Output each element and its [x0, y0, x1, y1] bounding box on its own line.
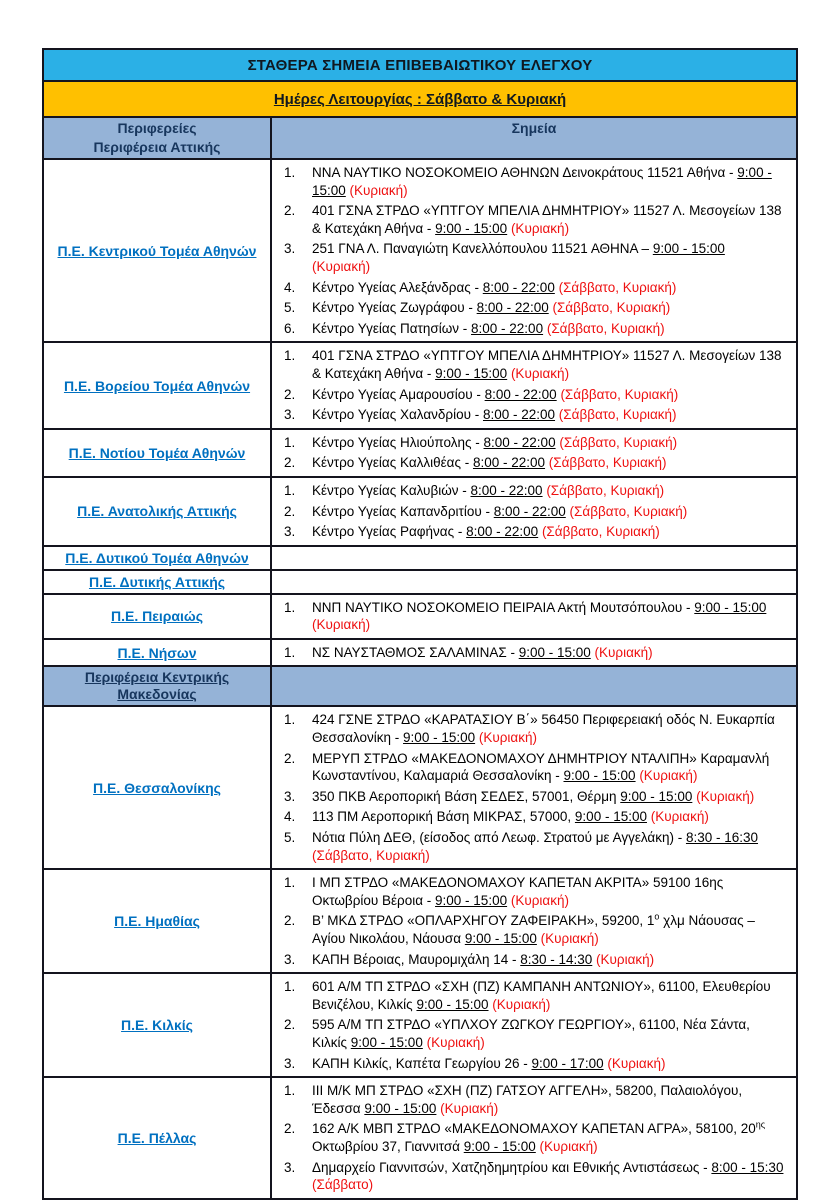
- region-label: Π.Ε. Βορείου Τομέα Αθηνών: [63, 377, 251, 394]
- point-text: 595 Α/Μ ΤΠ ΣΤΡΔΟ «ΥΠΛΧΟΥ ΖΩΓΚΟΥ ΓΕΩΡΓΙΟΥ», 61100, Νέα Σάντα, Κιλκίς: [312, 1017, 750, 1050]
- time-range: 9:00 - 15:00: [364, 1100, 437, 1116]
- time-range: 9:00 - 15:00: [652, 241, 725, 257]
- points-list: [272, 343, 796, 427]
- region-label-cell: [44, 707, 272, 868]
- group-label: Περιφέρεια Κεντρικής Μακεδονίας: [84, 669, 230, 703]
- list-item-number: 1.: [284, 1083, 296, 1099]
- point-text: Κέντρο Υγείας Πατησίων -: [312, 320, 472, 336]
- operating-day: (Σάββατο, Κυριακή): [543, 320, 665, 336]
- operating-day: (Κυριακή): [488, 996, 551, 1012]
- point-text: Νότια Πύλη ΔΕΘ, (είσοδος από Λεωφ. Στρατού με Αγγελάκη) -: [312, 830, 686, 846]
- operating-day: (Κυριακή): [590, 644, 653, 660]
- list-item-number: 1.: [284, 644, 296, 660]
- list-item: [272, 1159, 788, 1194]
- point-text: Κέντρο Υγείας Ζωγράφου -: [312, 300, 477, 316]
- point-text: ΜΕΡΥΠ ΣΤΡΔΟ «ΜΑΚΕΔΟΝΟΜΑΧΟΥ ΔΗΜΗΤΡΙΟΥ ΝΤΑΛΙΠΗ» Καραμανλή Κωνσταντίνου, Καλαμαριά Θεσσαλονίκη -: [312, 750, 770, 784]
- region-label-cell: [44, 1078, 272, 1198]
- group-label-cell: [44, 667, 272, 705]
- time-range: 9:00 - 17:00: [531, 1055, 604, 1071]
- time-range: 8:00 - 22:00: [483, 434, 556, 450]
- points-cell: [272, 343, 796, 427]
- operating-day: (Κυριακή): [646, 809, 709, 825]
- points-list: [272, 430, 796, 476]
- list-item-text: [312, 454, 788, 472]
- operating-day: (Σάββατο, Κυριακή): [542, 482, 665, 498]
- group-label-cell: [44, 137, 272, 158]
- list-item-text: [312, 406, 788, 424]
- list-item-number: 2.: [284, 1017, 296, 1033]
- group-row: [44, 137, 796, 158]
- operating-day: (Κυριακή): [507, 220, 570, 236]
- time-range: 8:00 - 22:00: [484, 386, 557, 402]
- region-row: [44, 158, 796, 341]
- time-range: 8:00 - 22:00: [471, 320, 544, 336]
- list-item-number: 3.: [284, 407, 296, 423]
- time-range: 9:00 - 15:00: [435, 892, 508, 908]
- point-text: 113 ΠΜ Αεροπορική Βάση ΜΙΚΡΑΣ, 57000,: [312, 809, 575, 825]
- list-item-text: [312, 503, 788, 521]
- list-item-number: 1.: [284, 875, 296, 891]
- points-cell: [272, 595, 796, 638]
- time-range: 8:00 - 22:00: [476, 300, 549, 316]
- time-range: 9:00 - 15:00: [435, 365, 508, 381]
- point-text: Οκτωβρίου 37, Γιαννιτσά: [312, 1138, 464, 1154]
- point-text: Κέντρο Υγείας Καλυβιών -: [312, 482, 471, 498]
- list-item-number: 1.: [284, 482, 296, 498]
- points-cell: [272, 137, 796, 158]
- list-item-number: 1.: [284, 599, 296, 615]
- list-item-number: 5.: [284, 300, 296, 316]
- point-text: 401 ΓΣΝΑ ΣΤΡΔΟ «ΥΠΤΓΟΥ ΜΠΕΛΙΑ ΔΗΜΗΤΡΙΟΥ» 11527 Λ. Μεσογείων 138 & Κατεχάκη Αθήνα -: [312, 348, 782, 381]
- time-range: 9:00 - 15:00: [574, 809, 647, 825]
- list-item-number: 4.: [284, 809, 296, 825]
- list-item: [272, 978, 788, 1013]
- region-label-cell: [44, 870, 272, 972]
- list-item-text: [312, 347, 788, 382]
- list-item-text: [312, 711, 788, 746]
- points-cell: [272, 870, 796, 972]
- points-cell: [272, 640, 796, 666]
- point-text: ΝΣ ΝΑΥΣΤΑΘΜΟΣ ΣΑΛΑΜΙΝΑΣ -: [312, 644, 519, 660]
- list-item: [272, 454, 788, 472]
- point-text: Κέντρο Υγείας Χαλανδρίου -: [312, 407, 483, 423]
- region-label-cell: [44, 343, 272, 427]
- time-range: 8:00 - 22:00: [472, 455, 546, 471]
- list-item-text: [312, 1016, 788, 1051]
- point-text: Κέντρο Υγείας Καλλιθέας -: [312, 455, 473, 471]
- page-title: ΣΤΑΘΕΡΑ ΣΗΜΕΙΑ ΕΠΙΒΕΒΑΙΩΤΙΚΟΥ ΕΛΕΓΧΟΥ: [44, 50, 796, 80]
- region-label: Π.Ε. Πέλλας: [117, 1129, 197, 1146]
- list-item: [272, 644, 788, 662]
- list-item: [272, 599, 788, 634]
- time-range: 9:00 - 15:00: [403, 730, 476, 746]
- points-cell: [272, 430, 796, 476]
- point-text: 350 ΠΚΒ Αεροπορική Βάση ΣΕΔΕΣ, 57001, Θέρμη: [312, 788, 621, 804]
- points-cell: [272, 160, 796, 341]
- list-item: [272, 279, 788, 297]
- region-label-cell: [44, 478, 272, 545]
- list-item: [272, 386, 788, 404]
- time-range: 9:00 - 15:00: [312, 165, 772, 198]
- time-range: 8:00 - 22:00: [482, 279, 555, 295]
- group-row: [44, 665, 796, 705]
- time-range: 9:00 - 15:00: [464, 931, 537, 946]
- list-item: [272, 406, 788, 424]
- points-cell: [272, 547, 796, 569]
- operating-day: (Κυριακή): [312, 258, 371, 274]
- point-text: Κέντρο Υγείας Καπανδριτίου -: [312, 503, 494, 519]
- group-label: Περιφέρεια Αττικής: [93, 139, 221, 155]
- time-range: 8:00 - 22:00: [493, 503, 566, 519]
- points-cell: [272, 478, 796, 545]
- operating-day: (Σάββατο, Κυριακή): [555, 407, 677, 423]
- points-list: [272, 870, 796, 972]
- region-label: Π.Ε. Δυτικής Αττικής: [88, 573, 226, 590]
- point-text: χλμ Νάουσας – Αγίου Νικολάου, Νάουσα: [312, 913, 755, 946]
- region-label: Π.Ε. Ανατολικής Αττικής: [77, 503, 237, 520]
- list-item: [272, 1016, 788, 1051]
- operating-day: (Σάββατο, Κυριακή): [565, 503, 688, 519]
- list-item: [272, 829, 788, 864]
- operating-day: (Σάββατο, Κυριακή): [312, 847, 430, 863]
- list-item: [272, 912, 788, 947]
- operating-day: (Κυριακή): [536, 931, 599, 946]
- operating-day: (Κυριακή): [345, 182, 408, 198]
- list-item-number: 1.: [284, 165, 296, 180]
- operating-day: (Κυριακή): [592, 951, 655, 967]
- time-range: 8:00 - 22:00: [482, 407, 556, 423]
- points-list: [272, 160, 796, 341]
- list-item-text: [312, 523, 788, 541]
- operating-day: (Σάββατο, Κυριακή): [556, 386, 679, 402]
- list-item: [272, 523, 788, 541]
- list-item-number: 3.: [284, 241, 296, 257]
- list-item: [272, 299, 788, 317]
- region-label-cell: [44, 547, 272, 569]
- operating-day: (Κυριακή): [436, 1100, 499, 1116]
- list-item: [272, 808, 788, 826]
- list-item: [272, 874, 788, 909]
- list-item-text: [312, 1120, 788, 1155]
- points-column-header: Σημεία: [511, 119, 557, 136]
- list-item-text: [312, 279, 788, 297]
- operating-day: (Σάββατο, Κυριακή): [545, 455, 667, 471]
- list-item-text: [312, 808, 788, 826]
- list-item: [272, 788, 788, 806]
- operating-days-row: [44, 80, 796, 116]
- list-item-number: 3.: [284, 1159, 296, 1175]
- operating-day: (Κυριακή): [312, 617, 371, 633]
- time-range: 9:00 - 15:00: [435, 220, 508, 236]
- region-label: Π.Ε. Θεσσαλονίκης: [93, 779, 221, 796]
- region-label: Π.Ε. Δυτικού Τομέα Αθηνών: [65, 549, 249, 566]
- list-item: [272, 1055, 788, 1073]
- operating-day: (Κυριακή): [692, 788, 755, 804]
- region-row: [44, 868, 796, 972]
- operating-day: (Σάββατο, Κυριακή): [548, 300, 671, 316]
- list-item: [272, 347, 788, 382]
- list-item-text: [312, 482, 788, 500]
- list-item-text: [312, 951, 788, 969]
- operating-day: (Κυριακή): [507, 892, 569, 908]
- list-item: [272, 164, 788, 199]
- operating-day: (Κυριακή): [507, 365, 570, 381]
- list-item-number: 3.: [284, 951, 296, 967]
- list-item-number: 3.: [284, 1055, 296, 1071]
- list-item-text: [312, 788, 788, 806]
- operating-day: (Σάββατο, Κυριακή): [555, 434, 678, 450]
- list-item-number: 3.: [284, 524, 296, 540]
- title-row: [44, 50, 796, 80]
- list-item-number: 1.: [284, 979, 296, 995]
- time-range: 8:00 - 22:00: [466, 524, 539, 540]
- point-text: 424 ΓΣΝΕ ΣΤΡΔΟ «ΚΑΡΑΤΑΣΙΟΥ Β΄» 56450 Περιφερειακή οδός Ν. Ευκαρπία Θεσσαλονίκη -: [312, 712, 775, 746]
- list-item-number: 2.: [284, 203, 296, 219]
- operating-day: (Σάββατο, Κυριακή): [554, 279, 677, 295]
- list-item: [272, 482, 788, 500]
- list-item-number: 1.: [284, 348, 296, 364]
- list-item-number: 5.: [284, 830, 296, 846]
- list-item-number: 2.: [284, 913, 296, 929]
- list-item: [272, 202, 788, 237]
- list-item-text: [312, 202, 788, 237]
- points-list: [272, 595, 796, 638]
- point-text: 251 ΓΝΑ Λ. Παναγιώτη Κανελλόπουλου 11521 ΑΘΗΝΑ –: [312, 241, 653, 257]
- list-item-text: [312, 599, 788, 634]
- list-item-number: 2.: [284, 750, 296, 766]
- points-cell: [272, 974, 796, 1076]
- list-item-number: 2.: [284, 1121, 296, 1137]
- point-text: Κέντρο Υγείας Αμαρουσίου -: [312, 386, 485, 402]
- region-row: [44, 476, 796, 545]
- column-header-row: [44, 116, 796, 137]
- operating-day: (Κυριακή): [535, 1138, 598, 1154]
- point-text: Β’ ΜΚΔ ΣΤΡΔΟ «ΟΠΛΑΡΧΗΓΟΥ ΖΑΦΕΙΡΑΚΗ», 59200, 1: [312, 913, 655, 929]
- regions-column-header: Περιφερείες: [44, 118, 272, 137]
- time-range: 9:00 - 15:00: [563, 768, 636, 784]
- operating-day: (Κυριακή): [603, 1055, 666, 1071]
- point-text: 401 ΓΣΝΑ ΣΤΡΔΟ «ΥΠΤΓΟΥ ΜΠΕΛΙΑ ΔΗΜΗΤΡΙΟΥ» 11527 Λ. Μεσογείων 138 & Κατεχάκη Αθήνα -: [312, 203, 782, 236]
- points-list: [272, 1078, 796, 1198]
- list-item: [272, 240, 788, 275]
- point-text: Κέντρο Υγείας Αλεξάνδρας -: [312, 279, 483, 295]
- list-item: [272, 434, 788, 452]
- region-label: Π.Ε. Ημαθίας: [114, 913, 200, 930]
- operating-days-label: Ημέρες Λειτουργίας : Σάββατο & Κυριακή: [44, 82, 796, 116]
- region-row: [44, 972, 796, 1076]
- ordinal-suffix: ης: [755, 1119, 766, 1130]
- point-text: 601 Α/Μ ΤΠ ΣΤΡΔΟ «ΣΧΗ (ΠΖ) ΚΑΜΠΑΝΗ ΑΝΤΩΝΙΟΥ», 61100, Ελευθερίου Βενιζέλου, Κιλκίς: [312, 979, 771, 1012]
- points-cell: [272, 667, 796, 705]
- region-label: Π.Ε. Πειραιώς: [110, 608, 204, 625]
- list-item-text: [312, 434, 788, 452]
- point-text: Ι ΜΠ ΣΤΡΔΟ «ΜΑΚΕΔΟΝΟΜΑΧΟΥ ΚΑΠΕΤΑΝ ΑΚΡΙΤΑ» 59100 16ης Οκτωβρίου Βέροια -: [312, 875, 724, 908]
- list-item-text: [312, 644, 788, 662]
- operating-day: (Σάββατο, Κυριακή): [538, 524, 660, 540]
- points-list: [272, 478, 796, 545]
- region-row: [44, 569, 796, 593]
- point-text: ΝΝΑ ΝΑΥΤΙΚΟ ΝΟΣΟΚΟΜΕΙΟ ΑΘΗΝΩΝ Δεινοκράτους 11521 Αθήνα -: [312, 165, 738, 180]
- list-item-text: [312, 912, 788, 947]
- region-label: Π.Ε. Νοτίου Τομέα Αθηνών: [68, 444, 246, 461]
- point-text: Δημαρχείο Γιαννιτσών, Χατζηδημητρίου και Εθνικής Αντιστάσεως -: [312, 1159, 712, 1175]
- list-item: [272, 320, 788, 338]
- region-label: Π.Ε. Νήσων: [117, 644, 197, 661]
- operating-day: (Κυριακή): [422, 1034, 485, 1050]
- region-row: [44, 545, 796, 569]
- region-row: [44, 638, 796, 666]
- table-body: [44, 137, 796, 1198]
- point-text: ΚΑΠΗ Βέροιας, Μαυρομιχάλη 14 -: [312, 951, 521, 967]
- region-label-cell: [44, 571, 272, 593]
- region-label-cell: [44, 974, 272, 1076]
- list-item-text: [312, 1055, 788, 1073]
- points-cell: [272, 1078, 796, 1198]
- list-item: [272, 1082, 788, 1117]
- region-label-cell: [44, 595, 272, 638]
- time-range: 8:30 - 16:30: [685, 830, 759, 846]
- time-range: 9:00 - 15:00: [694, 599, 767, 615]
- time-range: 9:00 - 15:00: [620, 788, 693, 804]
- region-row: [44, 341, 796, 427]
- list-item-number: 2.: [284, 503, 296, 519]
- region-row: [44, 705, 796, 868]
- ordinal-suffix: ο: [654, 911, 660, 922]
- list-item-text: [312, 978, 788, 1013]
- points-list: [272, 974, 796, 1076]
- point-text: ΝΝΠ ΝΑΥΤΙΚΟ ΝΟΣΟΚΟΜΕΙΟ ΠΕΙΡΑΙΑ Ακτή Μουτσόπουλου -: [312, 599, 695, 615]
- points-list: [272, 707, 796, 868]
- point-text: 162 Α/Κ ΜΒΠ ΣΤΡΔΟ «ΜΑΚΕΔΟΝΟΜΑΧΟΥ ΚΑΠΕΤΑΝ ΑΓΡΑ», 58100, 20: [312, 1121, 756, 1137]
- list-item-text: [312, 829, 788, 864]
- list-item-number: 1.: [284, 712, 296, 728]
- point-text: Κέντρο Υγείας Ηλιούπολης -: [312, 434, 484, 450]
- list-item: [272, 1120, 788, 1155]
- region-row: [44, 428, 796, 476]
- time-range: 9:00 - 15:00: [350, 1034, 423, 1050]
- region-label-cell: [44, 640, 272, 666]
- control-points-table: [42, 48, 798, 1200]
- time-range: 8:30 - 14:30: [520, 951, 593, 967]
- list-item-text: [312, 750, 788, 785]
- operating-day: (Κυριακή): [635, 768, 698, 784]
- point-text: ΙΙΙ Μ/Κ ΜΠ ΣΤΡΔΟ «ΣΧΗ (ΠΖ) ΓΑΤΣΟΥ ΑΓΓΕΛΗ», 58200, Παλαιολόγου, Έδεσσα: [312, 1083, 743, 1116]
- point-text: Κέντρο Υγείας Ραφήνας -: [312, 524, 467, 540]
- region-label: Π.Ε. Κεντρικού Τομέα Αθηνών: [57, 242, 257, 259]
- list-item: [272, 711, 788, 746]
- time-range: 9:00 - 15:00: [416, 996, 489, 1012]
- list-item-number: 3.: [284, 788, 296, 804]
- list-item: [272, 951, 788, 969]
- time-range: 8:00 - 15:30: [711, 1159, 784, 1175]
- list-item-number: 4.: [284, 279, 296, 295]
- points-cell: [272, 707, 796, 868]
- list-item-text: [312, 386, 788, 404]
- list-item-text: [312, 164, 788, 199]
- point-text: ΚΑΠΗ Κιλκίς, Καπέτα Γεωργίου 26 -: [312, 1055, 532, 1071]
- list-item-text: [312, 299, 788, 317]
- list-item-text: [312, 240, 788, 275]
- list-item: [272, 503, 788, 521]
- list-item-text: [312, 874, 788, 909]
- operating-day: (Σάββατο): [312, 1177, 374, 1193]
- list-item-number: 2.: [284, 455, 296, 471]
- region-label-cell: [44, 160, 272, 341]
- region-label-cell: [44, 430, 272, 476]
- list-item: [272, 750, 788, 785]
- operating-day: (Κυριακή): [475, 730, 537, 746]
- time-range: 9:00 - 15:00: [518, 644, 591, 660]
- time-range: 8:00 - 22:00: [470, 482, 543, 498]
- region-row: [44, 593, 796, 638]
- points-list: [272, 640, 796, 666]
- list-item-number: 1.: [284, 434, 296, 450]
- time-range: 9:00 - 15:00: [463, 1138, 536, 1154]
- points-cell: [272, 571, 796, 593]
- list-item-text: [312, 1159, 788, 1194]
- region-label: Π.Ε. Κιλκίς: [121, 1017, 193, 1034]
- list-item-number: 6.: [284, 320, 296, 336]
- list-item-text: [312, 320, 788, 338]
- list-item-number: 2.: [284, 386, 296, 402]
- list-item-text: [312, 1082, 788, 1117]
- region-row: [44, 1076, 796, 1198]
